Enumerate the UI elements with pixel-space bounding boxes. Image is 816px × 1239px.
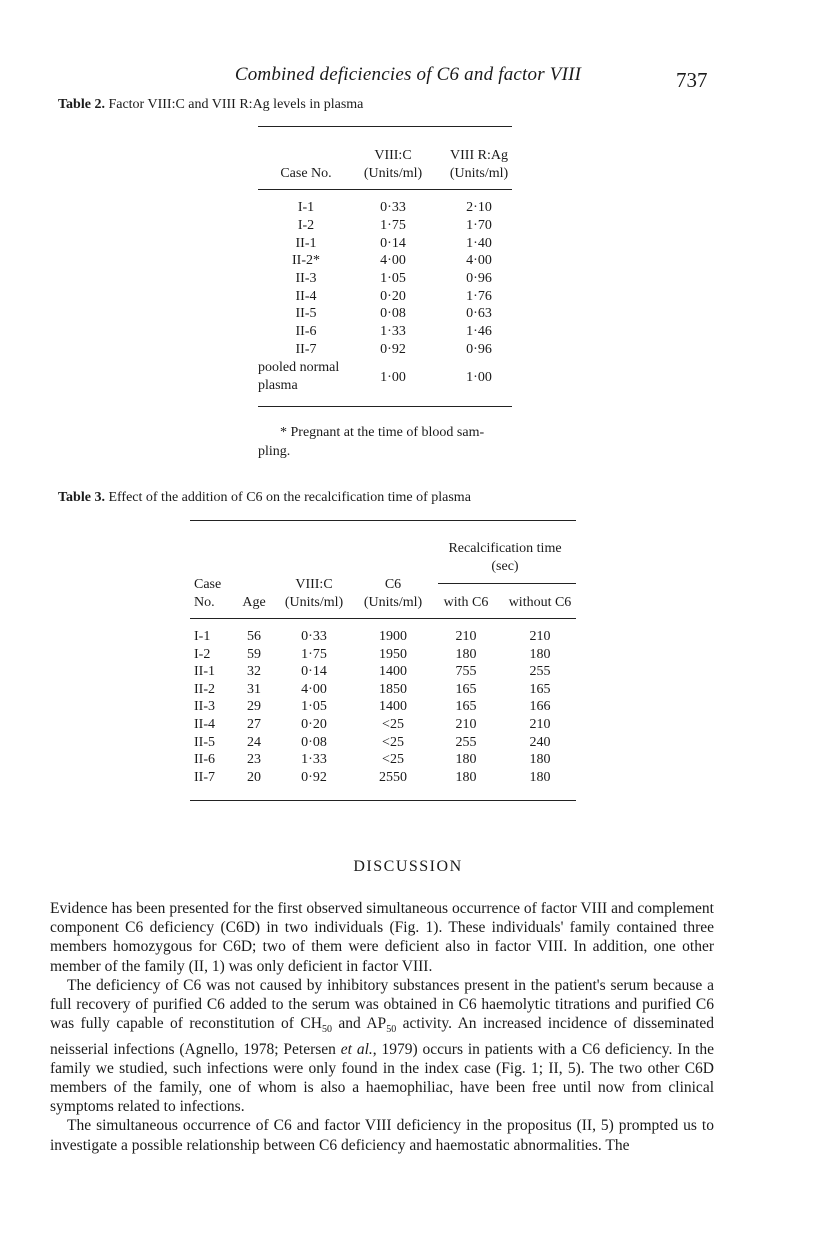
table3-header-rule <box>190 618 576 619</box>
table2-viii-rag: 1·40 <box>466 236 492 251</box>
table2-case: II-2* <box>292 253 320 268</box>
table3-cell-without: 180 <box>529 770 551 785</box>
table3-cell-age: 59 <box>247 647 261 662</box>
table3-cell-case: II-5 <box>194 735 215 750</box>
table2-viii-rag: 0·63 <box>466 306 492 321</box>
table2-viii-c: 0·20 <box>380 289 406 304</box>
table2-viii-c: 1·00 <box>380 370 406 385</box>
table2-col-viii-rag: VIII R:Ag <box>450 148 508 163</box>
table3-cell-c6: 2550 <box>379 770 407 785</box>
table2-footnote-line1: * Pregnant at the time of blood sam- <box>280 425 485 440</box>
table3-cell-without: 210 <box>529 629 551 644</box>
table3-cell-c6: <25 <box>382 752 404 767</box>
table3-col-recalc: Recalcification time <box>448 541 562 556</box>
table2-case: II-7 <box>295 342 317 357</box>
table3-cell-without: 210 <box>529 717 551 732</box>
table3-cell-age: 32 <box>247 664 261 679</box>
table3-cell-case: I-2 <box>194 647 211 662</box>
subscript: 50 <box>386 1024 397 1036</box>
table2-top-rule <box>258 126 512 127</box>
table3-cell-age: 20 <box>247 770 261 785</box>
table3-col-viii-units: (Units/ml) <box>284 595 344 610</box>
table3-cell-without: 180 <box>529 752 551 767</box>
table3-cell-age: 23 <box>247 752 261 767</box>
page-number: 737 <box>676 68 708 92</box>
table2-viii-rag: 0·96 <box>466 342 492 357</box>
table3-col-recalc-unit: (sec) <box>491 559 519 574</box>
table3-cell-viii: 1·75 <box>301 647 327 662</box>
table3-cell-with: 180 <box>455 647 477 662</box>
table3-cell-viii: 0·20 <box>301 717 327 732</box>
table3-cell-without: 165 <box>529 682 551 697</box>
table2-viii-rag: 2·10 <box>466 200 492 215</box>
table2-case: I-1 <box>297 200 315 215</box>
table3-col-case: Case <box>194 577 222 592</box>
table3-cell-case: II-4 <box>194 717 215 732</box>
table2-case: II-6 <box>295 324 317 339</box>
table3-cell-c6: 1900 <box>379 629 407 644</box>
table3-cell-with: 210 <box>455 629 477 644</box>
table3-col-viii: VIII:C <box>295 577 333 592</box>
table3-cell-with: 180 <box>455 752 477 767</box>
table3-cell-case: II-2 <box>194 682 215 697</box>
table3-cell-c6: <25 <box>382 735 404 750</box>
table3-cell-without: 240 <box>529 735 551 750</box>
table3-cell-viii: 0·92 <box>301 770 327 785</box>
table3-cell-age: 27 <box>247 717 261 732</box>
table3-col-age: Age <box>242 595 266 610</box>
table3-cell-case: II-7 <box>194 770 215 785</box>
table2-label: Table 2. <box>58 97 105 112</box>
paragraph-2-part-b: and AP <box>331 1015 387 1033</box>
table3-cell-c6: <25 <box>382 717 404 732</box>
table2-col-viii-c-units: (Units/ml) <box>363 166 423 181</box>
citation-et-al: et al. <box>340 1040 373 1058</box>
table3-cell-age: 29 <box>247 699 261 714</box>
table3-cell-viii: 0·08 <box>301 735 327 750</box>
table2-viii-c: 0·33 <box>380 200 406 215</box>
discussion-body <box>50 899 714 1155</box>
table3-cell-without: 255 <box>529 664 551 679</box>
table3-cell-with: 165 <box>455 699 477 714</box>
table3-cell-with: 755 <box>455 664 477 679</box>
section-heading: DISCUSSION <box>353 858 463 875</box>
table3-cell-without: 166 <box>529 699 551 714</box>
table2-viii-rag: 1·46 <box>466 324 492 339</box>
paragraph-2-part-c: activity. An increased incidence of disseminated neisserial infections (Agnello, 1978; Petersen <box>50 1015 715 1058</box>
table2-case: II-5 <box>295 306 317 321</box>
table2-viii-c: 1·33 <box>380 324 406 339</box>
table3-col-with-c6: with C6 <box>443 595 489 610</box>
table2-viii-c: 1·05 <box>380 271 406 286</box>
paragraph-2-part-d: , 1979) occurs in patients with a C6 deficiency. In the family we studied, such infections were only found in the index case (Fig. 1; II, 5). The two other C6D members of the family, one of whom is also a haemophiliac, have been free until now from clinical symptoms related to infections. <box>50 1040 714 1116</box>
table3-cell-case: II-1 <box>194 664 215 679</box>
table2-case: II-3 <box>295 271 317 286</box>
table3-col-c6: C6 <box>384 577 402 592</box>
table3-col-without-c6: without C6 <box>508 595 572 610</box>
table3-cell-age: 31 <box>247 682 261 697</box>
table2-viii-c: 0·08 <box>380 306 406 321</box>
running-title: Combined deficiencies of C6 and factor VIII <box>234 64 582 85</box>
table2-viii-rag: 1·76 <box>466 289 492 304</box>
paragraph-2-part-a: The deficiency of C6 was not caused by inhibitory substances present in the patient's serum because a full recovery of purified C6 added to the serum was obtained in C6 haemolytic titrations and purified C6 was fully capable of reconstitution of CH <box>50 976 714 1033</box>
table2-title: Factor VIII:C and VIII R:Ag levels in plasma <box>108 97 364 112</box>
table2-viii-rag: 0·96 <box>466 271 492 286</box>
paragraph-3: The simultaneous occurrence of C6 and factor VIII deficiency in the propositus (II, 5) prompted us to investigate a possible relationship between C6 deficiency and haemostatic abnormalities. The <box>50 1117 714 1154</box>
table2-footnote-line2: pling. <box>258 444 291 459</box>
table3-cell-c6: 1400 <box>379 699 407 714</box>
table3-col-c6-units: (Units/ml) <box>363 595 423 610</box>
table3-cell-case: II-3 <box>194 699 215 714</box>
table3-cell-with: 180 <box>455 770 477 785</box>
table3-cell-viii: 1·05 <box>301 699 327 714</box>
table3-cell-c6: 1850 <box>379 682 407 697</box>
table2-case: I-2 <box>297 218 315 233</box>
paragraph-1: Evidence has been presented for the first observed simultaneous occurrence of factor VIII and complement component C6 deficiency (C6D) in two individuals (Fig. 1). These individuals' family contained three members homozygous for C6D; two of them were deficient also in factor VIII. In addition, one other member of the family (II, 1) was only deficient in factor VIII. <box>50 900 714 975</box>
table2-pooled-line2: plasma <box>258 378 298 393</box>
table2-viii-rag: 4·00 <box>466 253 492 268</box>
table3-cell-with: 165 <box>455 682 477 697</box>
table3-caption <box>58 490 471 506</box>
table2-caption <box>58 97 363 113</box>
table3-cell-with: 255 <box>455 735 477 750</box>
subscript: 50 <box>321 1024 332 1036</box>
table3-cell-without: 180 <box>529 647 551 662</box>
table2-bottom-rule <box>258 406 512 407</box>
table2-col-case: Case No. <box>280 166 332 181</box>
table3-cell-with: 210 <box>455 717 477 732</box>
table3-cell-viii: 0·14 <box>301 664 327 679</box>
table3-cell-viii: 4·00 <box>301 682 327 697</box>
table3-cell-viii: 0·33 <box>301 629 327 644</box>
table3-label: Table 3. <box>58 490 105 505</box>
table3-cell-age: 24 <box>247 735 261 750</box>
table2-case: II-1 <box>295 236 317 251</box>
table3-cell-case: I-1 <box>194 629 211 644</box>
table2-viii-c: 4·00 <box>380 253 406 268</box>
table3-bottom-rule <box>190 800 576 801</box>
table3-cell-age: 56 <box>247 629 261 644</box>
table2-col-viii-c: VIII:C <box>374 148 412 163</box>
table2-viii-c: 0·92 <box>380 342 406 357</box>
table2-footnote <box>258 423 518 461</box>
table3-top-rule <box>190 520 576 521</box>
table3-cell-viii: 1·33 <box>301 752 327 767</box>
table2-viii-rag: 1·70 <box>466 218 492 233</box>
table2-case: II-4 <box>295 289 317 304</box>
table3-cell-case: II-6 <box>194 752 215 767</box>
table3-title: Effect of the addition of C6 on the recalcification time of plasma <box>108 490 471 505</box>
table3-cell-c6: 1950 <box>379 647 407 662</box>
table3-col-case-no: No. <box>194 595 215 610</box>
table2-viii-c: 1·75 <box>380 218 406 233</box>
table2-col-viii-rag-units: (Units/ml) <box>449 166 509 181</box>
table2-viii-rag: 1·00 <box>466 370 492 385</box>
table3-recalc-rule <box>438 583 576 584</box>
paragraph-2 <box>50 976 714 1117</box>
table2-pooled-line1: pooled normal <box>258 360 340 375</box>
table3-cell-c6: 1400 <box>379 664 407 679</box>
table2-header-rule <box>258 189 512 190</box>
table2-viii-c: 0·14 <box>380 236 406 251</box>
